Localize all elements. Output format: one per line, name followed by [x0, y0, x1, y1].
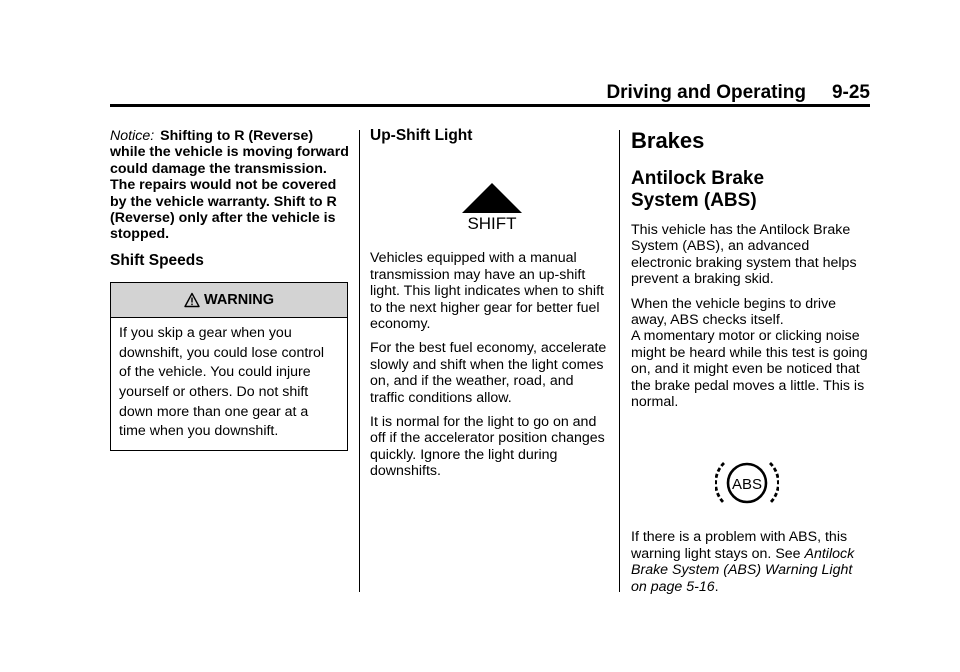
- column-divider-2: [619, 130, 620, 592]
- header-rule: [110, 104, 870, 107]
- abs-heading-line-2: System (ABS): [631, 190, 757, 211]
- column-3: [631, 128, 871, 603]
- page-header: [110, 82, 870, 104]
- up-shift-para-1: Vehicles equipped with a manual transmission may have an up-shift light. This light indicates when to shift to the next higher gear for better fuel economy.: [370, 250, 604, 333]
- warning-header: [111, 283, 347, 318]
- page-number: 9-25: [831, 82, 870, 103]
- notice-text: Shifting to R (Reverse) while the vehicle is moving forward could damage the transmission. The repairs would not be covered by the vehicle warranty. Shift to R (Reverse) only after the vehicle is stopped.: [110, 128, 349, 243]
- up-shift-para-2: For the best fuel economy, accelerate slowly and shift when the light comes on, and if the weather, road, and traffic conditions allow.: [370, 340, 607, 406]
- abs-heading-line-1: Antilock Brake: [631, 168, 765, 189]
- abs-para-2-line-1: When the vehicle begins to drive away, ABS checks itself.: [631, 295, 837, 329]
- brakes-title: Brakes: [631, 128, 705, 153]
- abs-icon-label: ABS: [731, 476, 763, 494]
- column-divider-1: [359, 130, 360, 592]
- abs-warning-light-reference-link[interactable]: Antilock Brake System (ABS) Warning Light on page 5-16: [631, 545, 855, 595]
- upshift-light-icon: [458, 183, 526, 231]
- column-1: [110, 128, 350, 451]
- abs-para-2-line-2: A momentary motor or clicking noise might be heard while this test is going on, and it might even be noticed that the brake pedal moves a little. This is normal.: [631, 328, 868, 411]
- warning-title: WARNING: [203, 292, 275, 309]
- warning-text: If you skip a gear when you downshift, you could lose control of the vehicle. You could injure yourself or others. Do not shift down more than one gear at a time when you downshift.: [119, 325, 325, 440]
- warning-triangle-icon: [184, 292, 200, 308]
- section-title: Driving and Operating: [606, 82, 806, 103]
- warning-box: [110, 282, 348, 451]
- shift-speeds-heading: Shift Speeds: [110, 251, 204, 269]
- abs-para-1: This vehicle has the Antilock Brake System (ABS), an advanced electronic braking system that helps prevent a braking skid.: [631, 222, 857, 288]
- abs-para-2: [631, 296, 871, 411]
- up-shift-light-heading: Up-Shift Light: [370, 127, 473, 144]
- notice-label: Notice:: [110, 128, 155, 144]
- notice-paragraph: [110, 128, 350, 243]
- shift-icon-label: SHIFT: [467, 214, 517, 232]
- abs-para-3-suffix: .: [714, 578, 719, 595]
- column-2: [370, 128, 608, 488]
- abs-heading: [631, 168, 871, 212]
- abs-para-3-prefix: If there is a problem with ABS, this warning light stays on. See: [631, 529, 848, 562]
- abs-para-3: [631, 529, 871, 595]
- abs-warning-light-icon: [715, 453, 779, 513]
- up-shift-para-3: It is normal for the light to go on and off if the accelerator position changes quickly. Ignore the light during downshifts.: [370, 414, 605, 480]
